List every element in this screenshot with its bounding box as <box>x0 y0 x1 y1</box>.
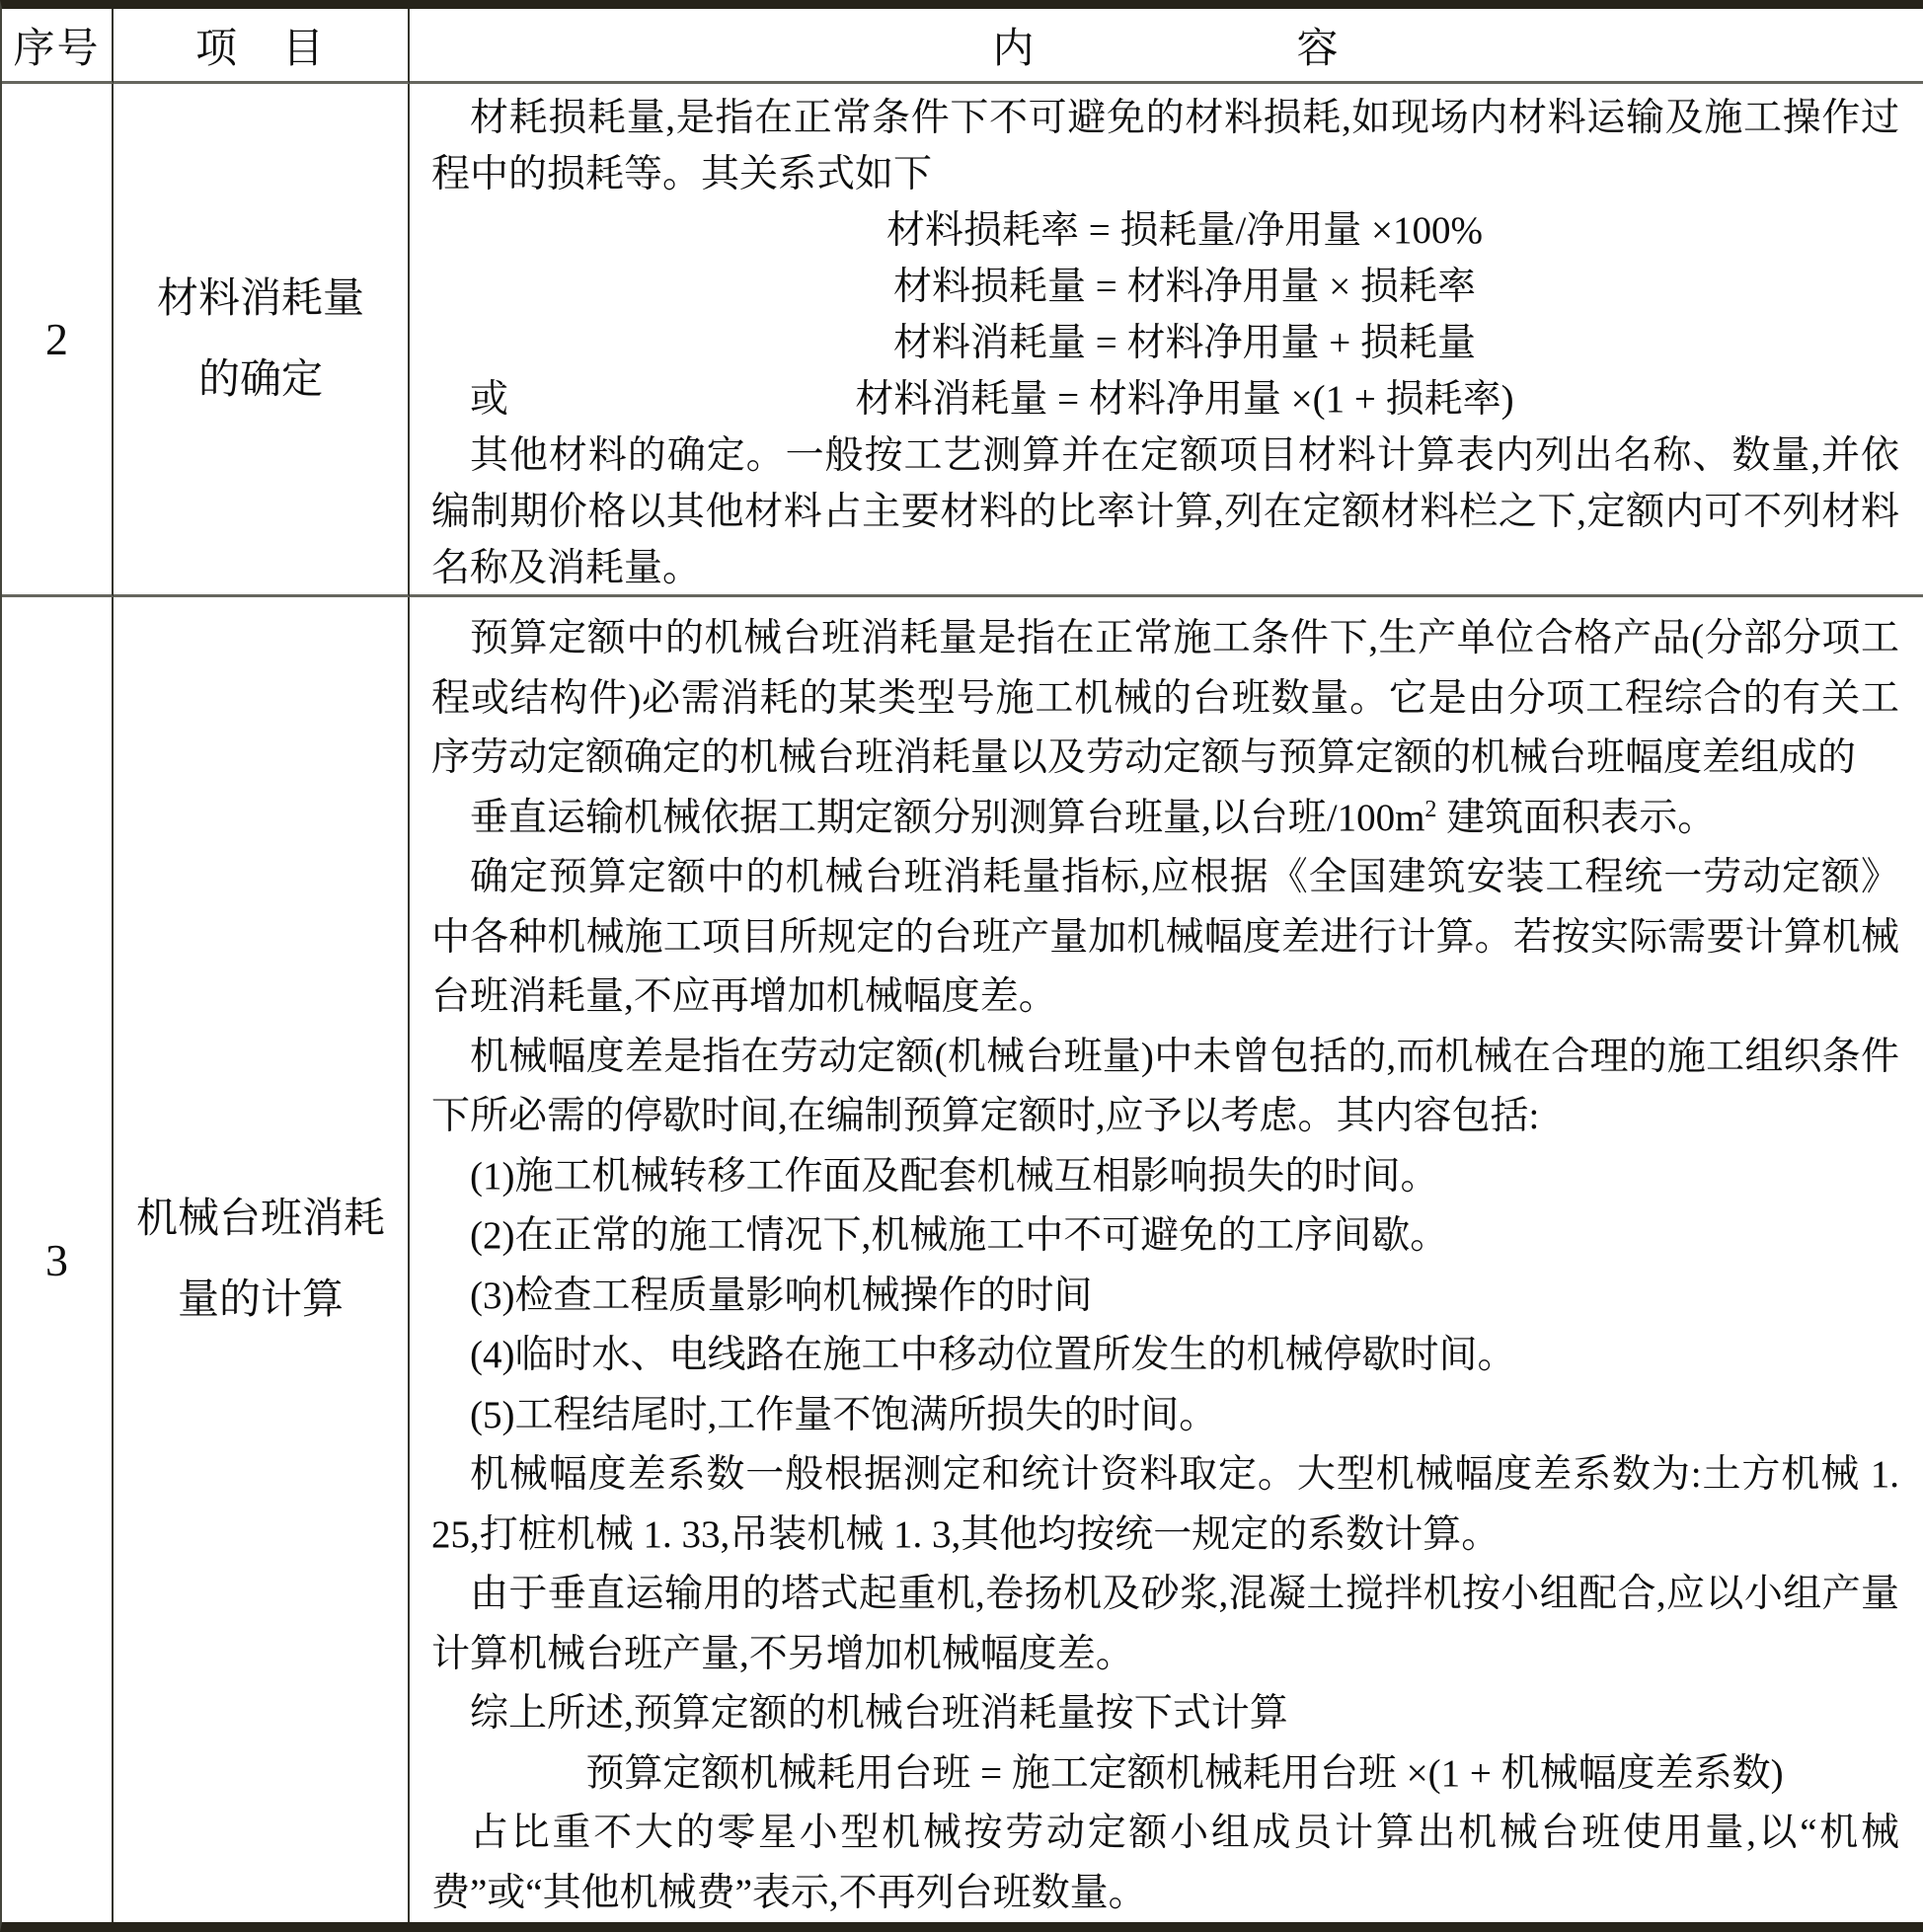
paragraph: 确定预算定额中的机械台班消耗量指标,应根据《全国建筑安装工程统一劳动定额》中各种机械施工项目所规定的台班产量加机械幅度差进行计算。若按实际需要计算机械台班消耗量,不应再增加机械幅度差。 <box>431 856 1899 1018</box>
formula-line: 材料损耗量 = 材料净用量 × 损耗率 <box>893 266 1476 308</box>
paragraph: 机械幅度差是指在劳动定额(机械台班量)中未曾包括的,而机械在合理的施工组织条件下所必需的停歇时间,在编制预算定额时,应予以考虑。其内容包括: <box>431 1035 1899 1137</box>
list-item: (1)施工机械转移工作面及配套机械互相影响损失的时间。 <box>470 1154 1439 1198</box>
paragraph: 机械幅度差系数一般根据测定和统计资料取定。大型机械幅度差系数为:土方机械 1. 25,打桩机械 1. 33,吊装机械 1. 3,其他均按统一规定的系数计算。 <box>431 1453 1899 1556</box>
formula-line: 材料消耗量 = 材料净用量 + 损耗量 <box>893 322 1476 364</box>
row2-item-line1: 材料消耗量 <box>156 275 364 322</box>
row2-item <box>114 84 410 597</box>
superscript-2: 2 <box>1424 795 1437 822</box>
row3-item-text <box>136 1179 385 1341</box>
formula-line: 材料损耗率 = 损耗量/净用量 ×100% <box>885 209 1484 252</box>
paragraph: 综上所述,预算定额的机械台班消耗量按下式计算 <box>470 1692 1288 1735</box>
formula-text: 材料消耗量 = 材料净用量 ×(1 + 损耗率) <box>855 378 1514 421</box>
paragraph: 占比重不大的零星小型机械按劳动定额小组成员计算出机械台班使用量,以“机械费”或“其他机械费”表示,不再列台班数量。 <box>431 1812 1899 1914</box>
row3-item <box>114 597 410 1922</box>
formula-line-with-or <box>431 371 1899 427</box>
row3-serial: 3 <box>2 597 114 1922</box>
row2-item-line2: 的确定 <box>197 356 323 403</box>
formula-line: 预算定额机械耗用台班 = 施工定额机械耗用台班 ×(1 + 机械幅度差系数) <box>585 1751 1784 1795</box>
paragraph-text-post: 建筑面积表示。 <box>1436 796 1717 839</box>
list-item: (4)临时水、电线路在施工中移动位置所发生的机械停歇时间。 <box>470 1334 1516 1376</box>
paragraph-text-pre: 垂直运输机械依据工期定额分别测算台班量,以台班/100m <box>470 796 1425 839</box>
paragraph-with-superscript <box>431 789 1899 849</box>
header-col-serial: 序号 <box>2 9 114 84</box>
list-item: (2)在正常的施工情况下,机械施工中不可避免的工序间歇。 <box>470 1214 1449 1257</box>
paragraph: 预算定额中的机械台班消耗量是指在正常施工条件下,生产单位合格产品(分部分项工程或结构件)必需消耗的某类型号施工机械的台班数量。它是由分项工程综合的有关工序劳动定额确定的机械台班消耗量以及劳动定额与预算定额的机械台班幅度差组成的 <box>431 617 1899 779</box>
list-item: (5)工程结尾时,工作量不饱满所损失的时间。 <box>470 1393 1218 1436</box>
row3-content <box>410 597 1923 1922</box>
paragraph: 其他材料的确定。一般按工艺测算并在定额项目材料计算表内列出名称、数量,并依编制期价格以其他材料占主要材料的比率计算,列在定额材料栏之下,定额内可不列材料名称及消耗量。 <box>431 434 1899 589</box>
row2-serial: 2 <box>2 84 114 597</box>
row3-item-line1: 机械台班消耗 <box>135 1197 385 1242</box>
row2-item-text <box>157 259 364 421</box>
paragraph: 由于垂直运输用的塔式起重机,卷扬机及砂浆,混凝土搅拌机按小组配合,应以小组产量计算机械台班产量,不另增加机械幅度差。 <box>431 1573 1899 1675</box>
header-col-content: 内 容 <box>410 9 1923 84</box>
or-label: 或 <box>470 378 509 421</box>
row3-item-line2: 量的计算 <box>177 1277 344 1323</box>
paragraph: 材耗损耗量,是指在正常条件下不可避免的材料损耗,如现场内材料运输及施工操作过程中的损耗等。其关系式如下 <box>431 97 1899 195</box>
header-col-item: 项 目 <box>114 9 410 84</box>
list-item: (3)检查工程质量影响机械操作的时间 <box>470 1274 1093 1317</box>
row2-content <box>410 84 1923 597</box>
